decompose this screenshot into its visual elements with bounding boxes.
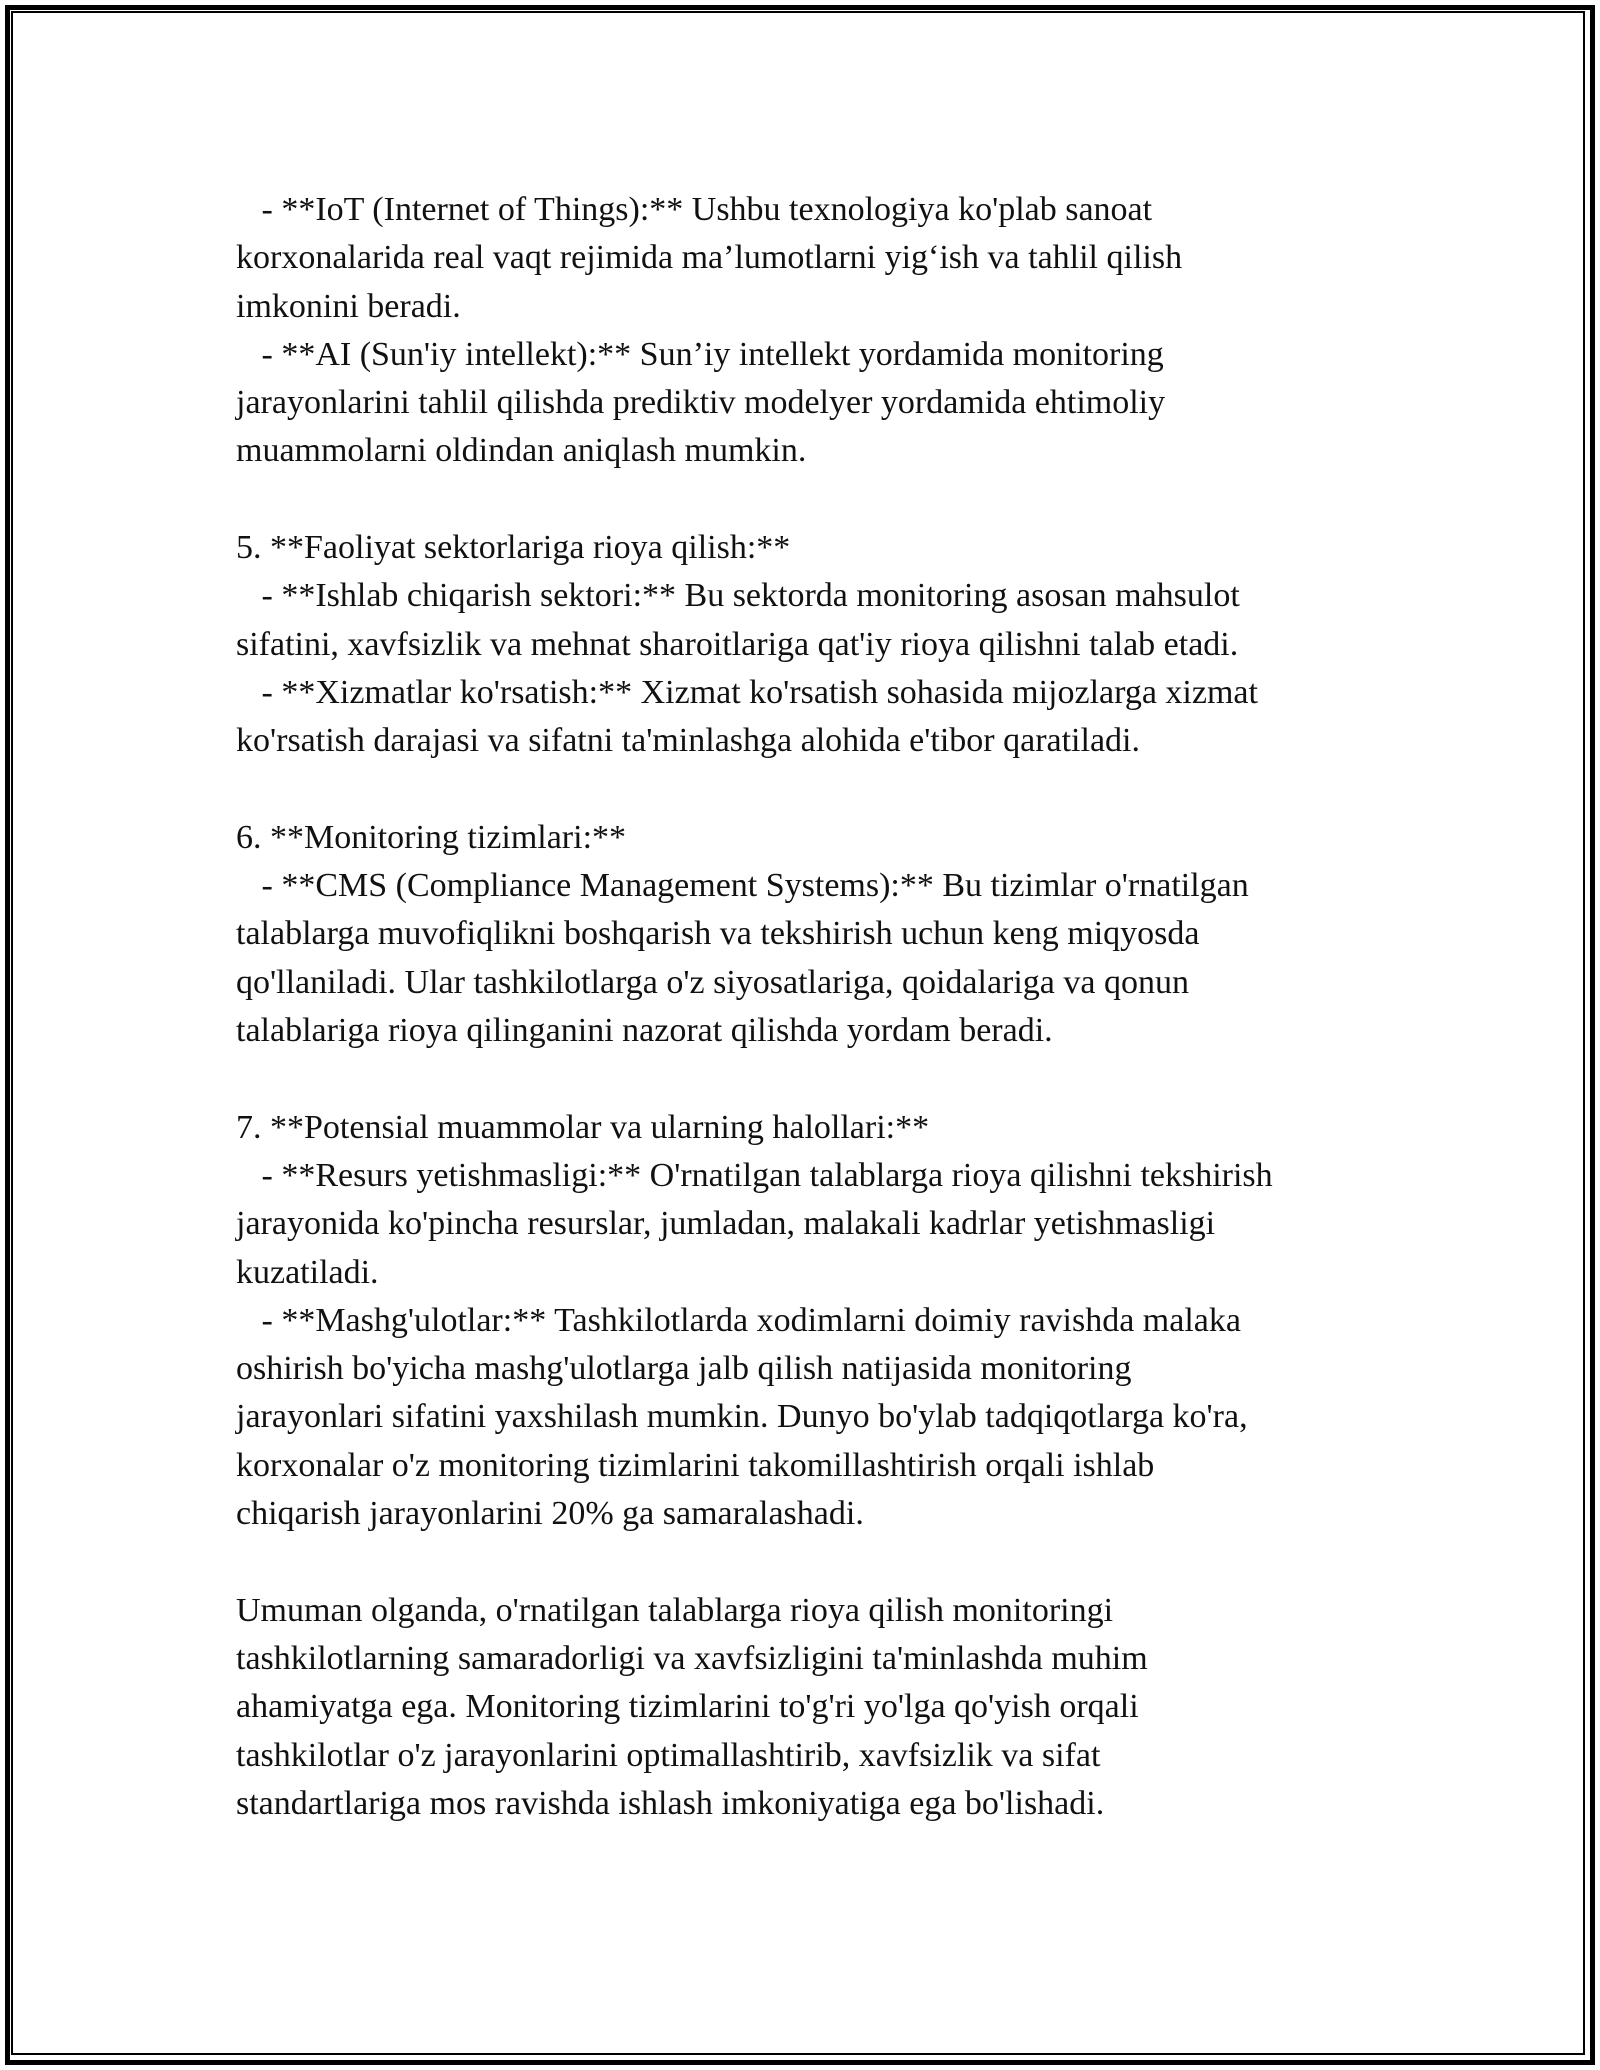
- paragraph: [236, 186, 1396, 331]
- text-line: sifatini, xavfsizlik va mehnat sharoitlariga qat'iy rioya qilishni talab etadi.: [236, 625, 1239, 663]
- paragraph-spacer: [236, 766, 1396, 814]
- text-line: korxonalarida real vaqt rejimida ma’lumotlarni yig‘ish va tahlil qilish: [236, 239, 1183, 277]
- text-line: jarayonida ko'pincha resurslar, jumladan, malakali kadrlar yetishmasligi: [236, 1205, 1216, 1243]
- text-line: 6. **Monitoring tizimlari:**: [236, 818, 627, 856]
- text-line: ahamiyatga ega. Monitoring tizimlarini to'g'ri yo'lga qo'yish orqali: [236, 1688, 1139, 1726]
- text-line: tashkilotlar o'z jarayonlarini optimallashtirib, xavfsizlik va sifat: [236, 1736, 1101, 1774]
- text-line: - **CMS (Compliance Management Systems):** Bu tizimlar o'rnatilgan: [236, 867, 1249, 905]
- paragraph: [236, 862, 1396, 1055]
- text-line: jarayonlari sifatini yaxshilash mumkin. Dunyo bo'ylab tadqiqotlarga ko'ra,: [236, 1398, 1248, 1436]
- paragraph: [236, 331, 1396, 476]
- paragraph: [236, 1152, 1396, 1297]
- text-line: ko'rsatish darajasi va sifatni ta'minlashga alohida e'tibor qaratiladi.: [236, 722, 1140, 760]
- text-line: korxonalar o'z monitoring tizimlarini takomillashtirish orqali ishlab: [236, 1446, 1155, 1484]
- text-line: muammolarni oldindan aniqlash mumkin.: [236, 432, 807, 470]
- paragraph-spacer: [236, 1055, 1396, 1103]
- paragraph: [236, 1104, 1396, 1152]
- paragraph: [236, 1587, 1396, 1828]
- paragraph-spacer: [236, 1538, 1396, 1586]
- text-line: - **IoT (Internet of Things):** Ushbu texnologiya ko'plab sanoat: [236, 191, 1153, 228]
- paragraph: [236, 814, 1396, 862]
- text-line: - **Resurs yetishmasligi:** O'rnatilgan talablarga rioya qilishni tekshirish: [236, 1156, 1273, 1194]
- text-line: talablariga rioya qilinganini nazorat qilishda yordam beradi.: [236, 1012, 1053, 1050]
- text-line: qo'llaniladi. Ular tashkilotlarga o'z siyosatlariga, qoidalariga va qonun: [236, 963, 1189, 1001]
- text-line: jarayonlarini tahlil qilishda prediktiv modelyer yordamida ehtimoliy: [236, 384, 1166, 422]
- text-line: - **Mashg'ulotlar:** Tashkilotlarda xodimlarni doimiy ravishda malaka: [236, 1301, 1241, 1339]
- text-line: 5. **Faoliyat sektorlariga rioya qilish:**: [236, 529, 791, 567]
- text-line: tashkilotlarning samaradorligi va xavfsizligini ta'minlashda muhim: [236, 1639, 1148, 1677]
- paragraph: [236, 572, 1396, 669]
- text-line: talablarga muvofiqlikni boshqarish va tekshirish uchun keng miqyosda: [236, 915, 1200, 953]
- paragraph-spacer: [236, 476, 1396, 524]
- text-line: kuzatiladi.: [236, 1253, 379, 1291]
- text-line: 7. **Potensial muammolar va ularning halollari:**: [236, 1108, 930, 1146]
- paragraph: [236, 524, 1396, 572]
- paragraph: [236, 669, 1396, 766]
- document-body: [236, 186, 1396, 1828]
- text-line: chiqarish jarayonlarini 20% ga samaralashadi.: [236, 1495, 864, 1533]
- text-line: oshirish bo'yicha mashg'ulotlarga jalb qilish natijasida monitoring: [236, 1350, 1132, 1388]
- text-line: standartlariga mos ravishda ishlash imkoniyatiga ega bo'lishadi.: [236, 1784, 1105, 1822]
- text-line: Umuman olganda, o'rnatilgan talablarga rioya qilish monitoringi: [236, 1591, 1114, 1629]
- text-line: imkonini beradi.: [236, 287, 461, 325]
- text-line: - **Xizmatlar ko'rsatish:** Xizmat ko'rsatish sohasida mijozlarga xizmat: [236, 673, 1258, 711]
- paragraph: [236, 1297, 1396, 1538]
- text-line: - **AI (Sun'iy intellekt):** Sun’iy intellekt yordamida monitoring: [236, 335, 1164, 373]
- text-line: - **Ishlab chiqarish sektori:** Bu sektorda monitoring asosan mahsulot: [236, 577, 1240, 615]
